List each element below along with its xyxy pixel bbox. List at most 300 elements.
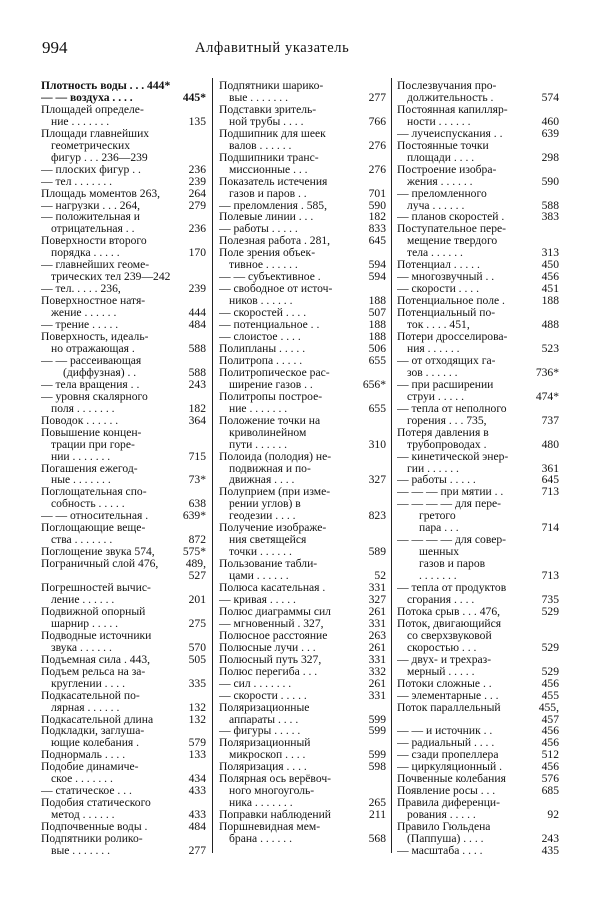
page-number: 994 <box>42 38 68 57</box>
index-entry-page: 579 <box>188 737 206 750</box>
index-entry-term: Построение изобра- <box>397 163 497 176</box>
index-entry <box>41 474 206 486</box>
index-entry-term: аппараты . . . . <box>229 713 299 726</box>
index-entry <box>41 510 206 522</box>
index-entry <box>219 725 386 737</box>
index-entry-term: точки . . . . . . <box>229 546 292 559</box>
index-entry-page: 576 <box>541 773 559 786</box>
index-entry-term: — — воздуха . . . . <box>41 91 133 104</box>
index-entry <box>397 259 559 271</box>
index-entry-term: собность . . . . . <box>51 498 125 511</box>
index-entry-term: мещение твердого <box>407 235 498 248</box>
index-entry-page: 737 <box>541 414 559 427</box>
index-entry-term: ников . . . . . . <box>229 295 293 308</box>
index-entry-term: отрицательная . . <box>51 223 135 236</box>
index-entry <box>397 833 559 845</box>
index-entry <box>219 761 386 773</box>
index-entry-page: 243 <box>541 833 559 845</box>
index-entry <box>219 594 386 606</box>
index-entry-term: Полуприем (при изме- <box>219 486 331 499</box>
index-entry <box>219 714 386 726</box>
index-entry-page: 310 <box>368 438 386 451</box>
index-entry <box>41 821 206 833</box>
index-entry-term: — тел. . . . . 236, <box>41 283 121 296</box>
index-entry <box>397 355 559 367</box>
index-entry <box>219 259 386 271</box>
index-entry-term: (Паппуша) . . . . <box>407 833 484 845</box>
index-entry-page: 460 <box>541 115 559 128</box>
index-entry-term: Полюсное расстояние <box>219 629 328 642</box>
index-entry <box>397 295 559 307</box>
index-entry-page: 263 <box>368 629 386 642</box>
index-entry-page: 523 <box>541 342 559 355</box>
index-entry-page: 275 <box>188 617 206 630</box>
index-entry-term: — работы . . . . . <box>219 223 298 236</box>
index-entry <box>41 809 206 821</box>
index-entry-term: трических тел 239—242 <box>51 271 171 284</box>
index-entry-term: ные . . . . . . . <box>51 474 111 487</box>
index-entry <box>219 451 386 463</box>
index-entry <box>219 474 386 486</box>
index-entry <box>41 200 206 212</box>
index-entry <box>219 355 386 367</box>
index-entry <box>219 152 386 164</box>
index-entry-term: шарнир . . . . . <box>51 617 119 630</box>
index-entry-term: — тела вращения . . <box>41 378 140 391</box>
index-entry <box>219 546 386 558</box>
index-entry <box>219 737 386 749</box>
index-entry-term: — главнейших геоме- <box>41 259 150 272</box>
index-entry-term: гретого <box>419 510 456 523</box>
index-entry <box>397 642 559 654</box>
index-entry-page: 590 <box>541 175 559 188</box>
index-entry <box>219 690 386 702</box>
index-entry <box>41 164 206 176</box>
index-entry <box>41 725 206 737</box>
index-entry-term: Поверхностное натя- <box>41 295 146 308</box>
index-entry <box>219 833 386 845</box>
index-entry <box>41 355 206 367</box>
index-entry-page: 506 <box>368 342 386 355</box>
index-entry-term: Подобия статического <box>41 797 151 810</box>
index-entry <box>41 235 206 247</box>
index-entry-page: 713 <box>541 570 559 583</box>
index-entry-term: Полюс диаграммы сил <box>219 605 331 618</box>
index-entry-page: 507 <box>368 307 386 320</box>
index-entry <box>397 235 559 247</box>
index-entry-term: — кривая . . . . . <box>219 593 296 606</box>
index-entry-term: Подшипники транс- <box>219 151 319 164</box>
index-entry <box>397 534 559 546</box>
index-entry-page: 277 <box>188 845 206 857</box>
index-entry <box>219 654 386 666</box>
index-entry <box>41 463 206 475</box>
index-entry-term: метод . . . . . . <box>51 809 115 822</box>
index-entry-page: 456 <box>541 761 559 774</box>
index-entry-page: 656* <box>362 378 386 391</box>
index-entry-page: 239 <box>188 175 206 188</box>
index-entry-term: Погашения ежегод- <box>41 462 138 475</box>
index-entry-page: 279 <box>188 199 206 212</box>
index-entry <box>397 343 559 355</box>
index-entry-page: 529 <box>541 641 559 654</box>
index-entry-term: поля . . . . . . . <box>51 402 115 415</box>
index-entry <box>397 283 559 295</box>
index-entry-term: — двух- и трехраз- <box>397 653 492 666</box>
index-entry-term: Потенциал . . . . . <box>397 259 480 272</box>
index-entry <box>397 92 559 104</box>
index-entry-term: горения . . . 735, <box>407 414 487 427</box>
index-entry <box>41 845 206 857</box>
index-entry-term: — кинетической энер- <box>397 450 509 463</box>
index-entry-term: — циркуляционный . <box>397 761 502 774</box>
index-entry <box>41 702 206 714</box>
index-entry <box>397 211 559 223</box>
index-entry-page: 433 <box>188 785 206 798</box>
index-entry <box>219 642 386 654</box>
index-entry-page: 182 <box>368 211 386 224</box>
index-entry <box>41 403 206 415</box>
index-entry <box>397 247 559 259</box>
index-entry <box>41 211 206 223</box>
index-entry-term: Подставки зритель- <box>219 103 317 116</box>
index-entry-page: 261 <box>368 641 386 654</box>
index-entry <box>41 319 206 331</box>
index-entry-term: со сверхзвуковой <box>407 629 492 642</box>
index-entry <box>219 140 386 152</box>
index-entry-term: круглении . . . . <box>51 677 125 690</box>
index-entry-term: Правило Гюльдена <box>397 821 491 834</box>
index-entry-term: — лучеиспускания . . <box>397 127 503 140</box>
index-entry <box>219 319 386 331</box>
index-entry-term: ширение газов . . <box>229 378 313 391</box>
index-entry <box>397 188 559 200</box>
index-entry <box>397 463 559 475</box>
page-title: Алфавитный указатель <box>195 40 350 56</box>
index-entry <box>41 534 206 546</box>
index-entry <box>219 379 386 391</box>
index-entry <box>219 211 386 223</box>
index-entry-page: 383 <box>541 211 559 224</box>
index-entry-term: — нагрузки . . . 264, <box>41 199 141 212</box>
index-entry-term: — сил . . . . . . . <box>219 677 292 690</box>
index-entry <box>219 678 386 690</box>
index-entry-term: Потоки сложные . . <box>397 677 492 690</box>
index-entry <box>41 678 206 690</box>
index-entry <box>397 391 559 403</box>
index-entry <box>397 666 559 678</box>
index-entry-term: Подкасательной по- <box>41 689 140 702</box>
index-entry-term: — планов скоростей . <box>397 211 505 224</box>
index-entry-term: — мгновенный . 327, <box>219 617 324 630</box>
index-entry-page: 527 <box>188 570 206 583</box>
index-entry-term: ной трубы . . . . <box>229 115 304 128</box>
index-entry-page: 264 <box>188 187 206 200</box>
index-entry <box>41 283 206 295</box>
index-entry <box>397 546 559 558</box>
index-entry-term: звука . . . . . . <box>51 641 112 654</box>
index-column-3 <box>397 80 559 857</box>
index-entry-term: Подобие динамиче- <box>41 761 139 774</box>
index-entry-term: движная . . . . <box>229 474 295 487</box>
index-entry <box>219 331 386 343</box>
index-entry <box>219 809 386 821</box>
index-entry-page: 456 <box>541 677 559 690</box>
index-entry-term: зов . . . . . . <box>407 366 458 379</box>
index-entry-term: площади . . . . <box>407 151 475 164</box>
index-entry-term: Полоида (полодия) не- <box>219 450 332 463</box>
index-entry-page: 480 <box>541 438 559 451</box>
index-entry-page: 599 <box>368 749 386 762</box>
index-entry-page: 489, <box>185 558 206 571</box>
index-entry <box>41 797 206 809</box>
index-entry <box>41 271 206 283</box>
index-entry <box>41 223 206 235</box>
index-entry-term: Подпятники ролико- <box>41 833 143 845</box>
index-entry-page: 265 <box>368 797 386 810</box>
index-entry-page: 456 <box>541 725 559 738</box>
index-entry-term: Поправки наблюдений <box>219 809 332 822</box>
index-entry-term: Площадей определе- <box>41 103 144 116</box>
index-entry <box>397 439 559 451</box>
index-entry-term: струи . . . . . <box>407 390 464 403</box>
index-entry <box>397 821 559 833</box>
index-entry-page: 456 <box>541 737 559 750</box>
index-entry <box>219 606 386 618</box>
index-entry-page: 182 <box>188 402 206 415</box>
index-entry <box>219 403 386 415</box>
index-entry <box>41 570 206 582</box>
index-entry-term: Полюсные лучи . . . <box>219 641 316 654</box>
index-entry-term: газов и паров . . <box>229 187 307 200</box>
index-entry-term: Поле зрения объек- <box>219 247 316 260</box>
index-entry <box>219 116 386 128</box>
index-entry <box>219 283 386 295</box>
index-entry <box>397 737 559 749</box>
index-entry-term: цами . . . . . . <box>229 570 289 583</box>
index-entry-term: — — субъективное . <box>219 271 321 284</box>
index-entry <box>41 666 206 678</box>
index-entry-term: Поляризационный <box>219 737 311 750</box>
index-entry-page: 188 <box>368 331 386 343</box>
index-entry <box>397 331 559 343</box>
index-entry <box>219 128 386 140</box>
index-entry <box>41 92 206 104</box>
index-entry-term: — положительная и <box>41 211 140 224</box>
index-entry <box>219 391 386 403</box>
index-entry <box>397 451 559 463</box>
index-entry-term: пути . . . . . . <box>229 438 288 451</box>
index-entry-page: 766 <box>368 115 386 128</box>
index-entry <box>41 116 206 128</box>
index-entry-term: — скорости . . . . . <box>219 689 307 702</box>
index-entry-term: ства . . . . . . . <box>51 534 113 547</box>
index-entry <box>397 678 559 690</box>
index-entry-page: 685 <box>541 785 559 798</box>
index-entry-term: — — относительная . <box>41 510 149 523</box>
index-entry-term: рении углов) в <box>229 498 301 511</box>
index-entry <box>41 690 206 702</box>
index-entry-page: 450 <box>541 259 559 272</box>
index-entry <box>41 773 206 785</box>
index-entry-term: Поверхность, идеаль- <box>41 331 149 343</box>
index-entry <box>41 391 206 403</box>
index-entry <box>219 785 386 797</box>
index-entry <box>397 474 559 486</box>
index-entry-page: 590 <box>368 199 386 212</box>
index-entry <box>41 80 206 92</box>
index-entry-page: 645 <box>541 474 559 487</box>
index-entry-term: Погрешностей вычис- <box>41 582 151 594</box>
index-entry <box>41 307 206 319</box>
index-entry <box>219 307 386 319</box>
index-entry <box>397 618 559 630</box>
index-entry-term: Полюсный путь 327, <box>219 653 322 666</box>
index-entry-term: Пользование табли- <box>219 558 318 571</box>
index-entry-page: 505 <box>188 653 206 666</box>
index-entry <box>219 558 386 570</box>
index-entry-term: вые . . . . . . . <box>51 845 110 857</box>
index-entry-page: 714 <box>541 522 559 535</box>
index-entry <box>397 630 559 642</box>
index-entry <box>219 439 386 451</box>
index-entry-term: ское . . . . . . . <box>51 773 113 786</box>
index-entry <box>41 486 206 498</box>
index-entry-term: порядка . . . . . <box>51 247 120 260</box>
index-entry-term: ния . . . . . . <box>407 342 460 355</box>
index-entry-term: ние . . . . . . . <box>229 402 288 415</box>
index-entry <box>397 367 559 379</box>
index-entry-page: 701 <box>368 187 386 200</box>
index-entry-page: 638 <box>188 498 206 511</box>
index-entry-term: ния светящейся <box>229 534 307 547</box>
index-entry-page: 261 <box>368 605 386 618</box>
index-entry <box>397 522 559 534</box>
index-entry-page: 73* <box>188 474 206 487</box>
index-entry-term: Полезная работа . 281, <box>219 235 331 248</box>
index-entry-term: Площади главнейших <box>41 127 150 140</box>
index-entry <box>397 761 559 773</box>
index-entry-term: — преломленного <box>397 187 487 200</box>
index-entry-page: 599 <box>368 713 386 726</box>
index-entry-term: . . . . . . . <box>419 570 457 583</box>
index-entry-page: 655 <box>368 354 386 367</box>
index-entry-term: Постоянная капилляр- <box>397 103 508 116</box>
index-entry-term: Подкасательной длина <box>41 713 154 726</box>
index-entry-term: луча . . . . . . <box>407 199 465 212</box>
index-entry <box>41 749 206 761</box>
index-entry <box>397 116 559 128</box>
index-entry-term: газов и паров <box>419 558 486 571</box>
index-entry-term: Подъем рельса на за- <box>41 665 146 678</box>
index-entry-page: 188 <box>368 319 386 332</box>
index-entry <box>41 642 206 654</box>
index-entry-term: — трение . . . . . <box>41 319 119 332</box>
index-entry-page: 239 <box>188 283 206 296</box>
index-entry-page: 276 <box>368 139 386 152</box>
index-entry <box>397 773 559 785</box>
index-entry <box>219 773 386 785</box>
index-entry <box>397 809 559 821</box>
index-entry <box>219 618 386 630</box>
index-entry <box>397 403 559 415</box>
index-entry-page: 639 <box>541 127 559 140</box>
index-column-2 <box>219 80 386 845</box>
index-entry-term: — тел . . . . . . . <box>41 175 113 188</box>
index-entry-page: 823 <box>368 510 386 523</box>
index-entry-term: — сзади пропеллера <box>397 749 499 762</box>
index-entry <box>219 80 386 92</box>
index-entry <box>219 630 386 642</box>
index-entry-page: 313 <box>541 247 559 260</box>
index-entry <box>219 188 386 200</box>
index-entry-term: жения . . . . . . <box>407 175 473 188</box>
index-entry <box>397 271 559 283</box>
index-entry-term: — от отходящих га- <box>397 354 496 367</box>
index-entry-page: 474* <box>535 390 559 403</box>
index-entry <box>397 486 559 498</box>
index-entry-page: 512 <box>541 749 559 762</box>
index-entry-term: — потенциальное . . <box>219 319 320 332</box>
index-entry-term: лярная . . . . . . <box>51 701 120 714</box>
index-entry-term: Получение изображе- <box>219 522 327 535</box>
index-entry <box>397 80 559 92</box>
index-entry <box>219 104 386 116</box>
index-entry <box>397 427 559 439</box>
index-entry-term: Правила диференци- <box>397 797 501 810</box>
index-entry <box>41 594 206 606</box>
index-entry <box>397 785 559 797</box>
index-entry <box>397 714 559 726</box>
index-entry <box>219 570 386 582</box>
index-entry-page: 568 <box>368 833 386 845</box>
index-entry-term: ности . . . . . . <box>407 115 471 128</box>
index-entry <box>219 223 386 235</box>
index-entry-term: Потеря давления в <box>397 426 489 439</box>
index-entry-term: — скоростей . . . . <box>219 307 307 320</box>
index-entry-term: Потенциальный по- <box>397 307 496 320</box>
index-entry-term: — — рассеивающая <box>41 354 142 367</box>
index-entry-page: 456 <box>541 271 559 284</box>
index-entry-page: 488 <box>541 319 559 332</box>
index-entry <box>397 307 559 319</box>
index-entry-term: — тепла от неполного <box>397 402 507 415</box>
index-entry-page: 872 <box>188 534 206 547</box>
index-entry-page: 715 <box>188 450 206 463</box>
index-entry <box>41 522 206 534</box>
index-entry <box>397 164 559 176</box>
index-entry-page: 833 <box>368 223 386 236</box>
index-entry <box>219 463 386 475</box>
index-entry <box>397 845 559 857</box>
index-entry-term: Поляризация . . . . <box>219 761 307 774</box>
index-entry-term: трации при горе- <box>51 438 135 451</box>
index-entry-term: — — — при мятии . . <box>397 486 504 499</box>
index-entry-term: Политропическое рас- <box>219 366 330 379</box>
index-entry-page: 331 <box>368 582 386 594</box>
index-entry <box>41 558 206 570</box>
index-entry-term: — уровня скалярного <box>41 390 148 403</box>
index-entry-page: 298 <box>541 151 559 164</box>
index-entry <box>397 152 559 164</box>
index-entry <box>397 725 559 737</box>
index-entry-term: Подпятники шарико- <box>219 80 324 92</box>
index-entry-term: скоростью . . . <box>407 641 477 654</box>
index-entry-term: фигур . . . 236—239 <box>51 151 148 164</box>
index-entry <box>397 749 559 761</box>
index-entry <box>397 223 559 235</box>
index-entry-term: рования . . . . . <box>407 809 476 822</box>
